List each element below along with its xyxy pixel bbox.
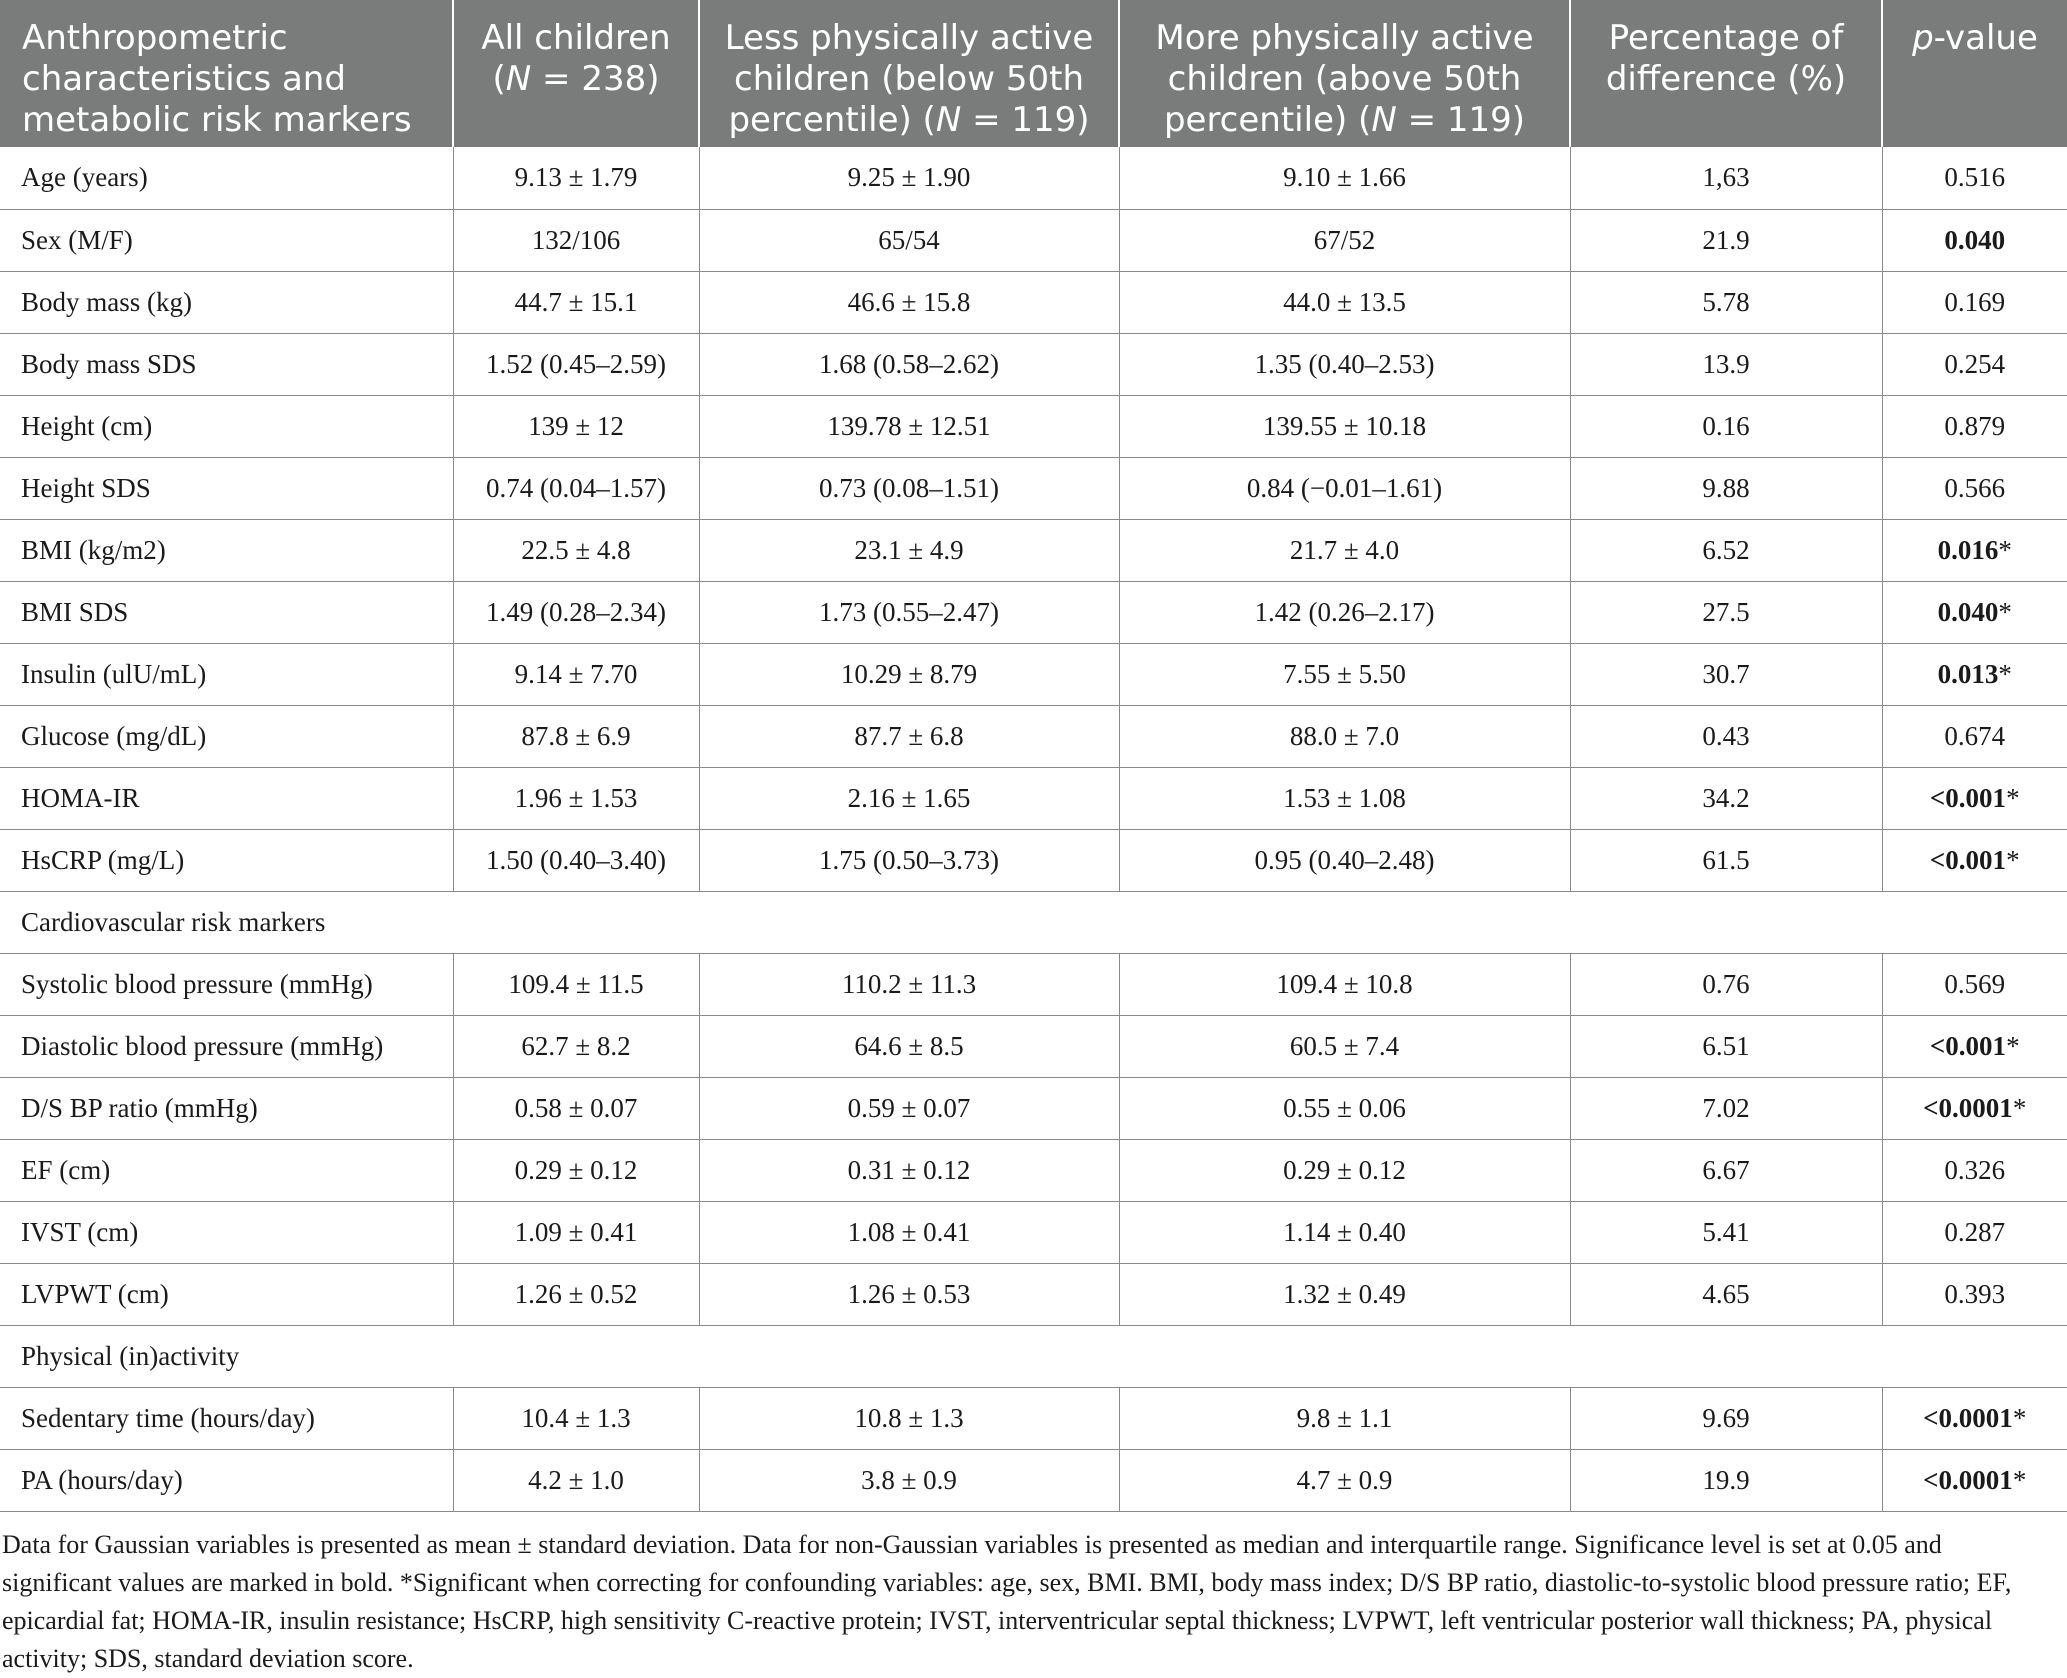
cell-more-active: 4.7 ± 0.9: [1119, 1449, 1570, 1511]
header-characteristics: Anthropometric characteristics and metabolic risk markers: [0, 0, 453, 147]
header-less-active: Less physically active children (below 50th percentile) (N = 119): [699, 0, 1119, 147]
table-row: [0, 1077, 2067, 1139]
cell-all-children: 109.4 ± 11.5: [453, 953, 699, 1015]
cell-more-active: 9.8 ± 1.1: [1119, 1387, 1570, 1449]
cell-less-active: 65/54: [699, 209, 1119, 271]
cell-all-children: 1.09 ± 0.41: [453, 1201, 699, 1263]
p-value-text: <0.0001: [1923, 1092, 2013, 1123]
cell-all-children: 0.74 (0.04–1.57): [453, 457, 699, 519]
cell-more-active: 1.14 ± 0.40: [1119, 1201, 1570, 1263]
row-label: Body mass (kg): [0, 271, 453, 333]
table-row: [0, 1263, 2067, 1325]
header-percentage-difference: Percentage of difference (%): [1570, 0, 1882, 147]
p-value-text: 0.566: [1944, 472, 2006, 503]
cell-percentage-difference: 6.52: [1570, 519, 1882, 581]
cell-p-value: [1882, 1449, 2067, 1511]
cell-less-active: 87.7 ± 6.8: [699, 705, 1119, 767]
cell-percentage-difference: 0.16: [1570, 395, 1882, 457]
cell-less-active: 9.25 ± 1.90: [699, 147, 1119, 209]
cell-all-children: 0.29 ± 0.12: [453, 1139, 699, 1201]
cell-p-value: [1882, 395, 2067, 457]
section-label: Cardiovascular risk markers: [0, 891, 2067, 953]
cell-all-children: 139 ± 12: [453, 395, 699, 457]
p-value-text: <0.0001: [1923, 1464, 2013, 1495]
table-row: [0, 1139, 2067, 1201]
row-label: Glucose (mg/dL): [0, 705, 453, 767]
cell-percentage-difference: 5.41: [1570, 1201, 1882, 1263]
cell-percentage-difference: 7.02: [1570, 1077, 1882, 1139]
table-row: [0, 705, 2067, 767]
table-row: [0, 829, 2067, 891]
table-row: [0, 1015, 2067, 1077]
cell-percentage-difference: 4.65: [1570, 1263, 1882, 1325]
cell-percentage-difference: 19.9: [1570, 1449, 1882, 1511]
significance-star: *: [2012, 1464, 2027, 1495]
cell-more-active: 109.4 ± 10.8: [1119, 953, 1570, 1015]
cell-more-active: 0.84 (−0.01–1.61): [1119, 457, 1570, 519]
cell-all-children: 1.96 ± 1.53: [453, 767, 699, 829]
p-value-text: 0.879: [1944, 410, 2006, 441]
table-row: [0, 1387, 2067, 1449]
cell-p-value: [1882, 953, 2067, 1015]
row-label: Height SDS: [0, 457, 453, 519]
cell-less-active: 0.59 ± 0.07: [699, 1077, 1119, 1139]
table-row: [0, 209, 2067, 271]
p-value-text: 0.569: [1944, 968, 2006, 999]
cell-p-value: [1882, 1015, 2067, 1077]
cell-more-active: 7.55 ± 5.50: [1119, 643, 1570, 705]
cell-p-value: [1882, 643, 2067, 705]
row-label: Systolic blood pressure (mmHg): [0, 953, 453, 1015]
row-label: Sedentary time (hours/day): [0, 1387, 453, 1449]
cell-percentage-difference: 30.7: [1570, 643, 1882, 705]
cell-percentage-difference: 5.78: [1570, 271, 1882, 333]
cell-percentage-difference: 0.43: [1570, 705, 1882, 767]
p-value-text: 0.326: [1944, 1154, 2006, 1185]
p-value-text: <0.0001: [1923, 1402, 2013, 1433]
cell-more-active: 60.5 ± 7.4: [1119, 1015, 1570, 1077]
cell-percentage-difference: 27.5: [1570, 581, 1882, 643]
row-label: EF (cm): [0, 1139, 453, 1201]
section-row: [0, 891, 2067, 953]
cell-p-value: [1882, 457, 2067, 519]
p-value-text: <0.001: [1929, 844, 2007, 875]
table-row: [0, 1449, 2067, 1511]
cell-p-value: [1882, 829, 2067, 891]
cell-all-children: 62.7 ± 8.2: [453, 1015, 699, 1077]
cell-more-active: 1.35 (0.40–2.53): [1119, 333, 1570, 395]
table-row: [0, 271, 2067, 333]
cell-less-active: 1.26 ± 0.53: [699, 1263, 1119, 1325]
significance-star: *: [1998, 534, 2012, 565]
p-value-text: 0.040: [1944, 224, 2006, 255]
cell-less-active: 46.6 ± 15.8: [699, 271, 1119, 333]
cell-percentage-difference: 6.51: [1570, 1015, 1882, 1077]
p-value-text: <0.001: [1929, 782, 2007, 813]
cell-p-value: [1882, 767, 2067, 829]
cell-less-active: 1.08 ± 0.41: [699, 1201, 1119, 1263]
cell-p-value: [1882, 1201, 2067, 1263]
cell-more-active: 0.29 ± 0.12: [1119, 1139, 1570, 1201]
row-label: Insulin (ulU/mL): [0, 643, 453, 705]
cell-less-active: 139.78 ± 12.51: [699, 395, 1119, 457]
p-value-text: 0.393: [1944, 1278, 2006, 1309]
cell-all-children: 87.8 ± 6.9: [453, 705, 699, 767]
p-value-text: 0.040: [1937, 596, 1999, 627]
header-more-active: More physically active children (above 50th percentile) (N = 119): [1119, 0, 1570, 147]
cell-less-active: 0.73 (0.08–1.51): [699, 457, 1119, 519]
table-row: [0, 457, 2067, 519]
row-label: D/S BP ratio (mmHg): [0, 1077, 453, 1139]
significance-star: *: [2006, 844, 2020, 875]
cell-p-value: [1882, 519, 2067, 581]
significance-star: *: [2012, 1402, 2027, 1433]
cell-less-active: 10.29 ± 8.79: [699, 643, 1119, 705]
table-row: [0, 953, 2067, 1015]
row-label: BMI SDS: [0, 581, 453, 643]
row-label: Body mass SDS: [0, 333, 453, 395]
cell-all-children: 44.7 ± 15.1: [453, 271, 699, 333]
cell-percentage-difference: 61.5: [1570, 829, 1882, 891]
cell-more-active: 0.55 ± 0.06: [1119, 1077, 1570, 1139]
cell-more-active: 1.53 ± 1.08: [1119, 767, 1570, 829]
cell-p-value: [1882, 333, 2067, 395]
cell-more-active: 67/52: [1119, 209, 1570, 271]
row-label: LVPWT (cm): [0, 1263, 453, 1325]
cell-less-active: 2.16 ± 1.65: [699, 767, 1119, 829]
cell-more-active: 1.42 (0.26–2.17): [1119, 581, 1570, 643]
cell-more-active: 0.95 (0.40–2.48): [1119, 829, 1570, 891]
table-row: [0, 581, 2067, 643]
table-row: [0, 147, 2067, 209]
header-row: [0, 0, 2067, 147]
cell-percentage-difference: 34.2: [1570, 767, 1882, 829]
row-label: IVST (cm): [0, 1201, 453, 1263]
cell-all-children: 1.52 (0.45–2.59): [453, 333, 699, 395]
row-label: Sex (M/F): [0, 209, 453, 271]
cell-p-value: [1882, 1263, 2067, 1325]
significance-star: *: [1998, 596, 2012, 627]
table-row: [0, 643, 2067, 705]
table-row: [0, 395, 2067, 457]
cell-p-value: [1882, 1077, 2067, 1139]
cell-all-children: 9.13 ± 1.79: [453, 147, 699, 209]
cell-p-value: [1882, 1139, 2067, 1201]
cell-p-value: [1882, 209, 2067, 271]
cell-p-value: [1882, 705, 2067, 767]
cell-less-active: 10.8 ± 1.3: [699, 1387, 1119, 1449]
p-value-text: 0.169: [1944, 286, 2006, 317]
p-value-text: 0.013: [1937, 658, 1999, 689]
cell-percentage-difference: 21.9: [1570, 209, 1882, 271]
cell-less-active: 23.1 ± 4.9: [699, 519, 1119, 581]
table-row: [0, 333, 2067, 395]
p-value-text: 0.016: [1937, 534, 1999, 565]
cell-percentage-difference: 1,63: [1570, 147, 1882, 209]
table-row: [0, 519, 2067, 581]
significance-star: *: [1998, 658, 2012, 689]
cell-percentage-difference: 9.88: [1570, 457, 1882, 519]
cell-less-active: 3.8 ± 0.9: [699, 1449, 1119, 1511]
cell-percentage-difference: 0.76: [1570, 953, 1882, 1015]
significance-star: *: [2012, 1092, 2027, 1123]
significance-star: *: [2006, 782, 2020, 813]
cell-percentage-difference: 6.67: [1570, 1139, 1882, 1201]
significance-star: *: [2006, 1030, 2020, 1061]
cell-more-active: 88.0 ± 7.0: [1119, 705, 1570, 767]
cell-percentage-difference: 13.9: [1570, 333, 1882, 395]
cell-all-children: 132/106: [453, 209, 699, 271]
cell-more-active: 139.55 ± 10.18: [1119, 395, 1570, 457]
p-value-text: 0.287: [1944, 1216, 2006, 1247]
section-row: [0, 1325, 2067, 1387]
section-label: Physical (in)activity: [0, 1325, 2067, 1387]
cell-all-children: 1.50 (0.40–3.40): [453, 829, 699, 891]
header-p-value: p-value: [1882, 0, 2067, 147]
cell-all-children: 10.4 ± 1.3: [453, 1387, 699, 1449]
table-row: [0, 767, 2067, 829]
row-label: BMI (kg/m2): [0, 519, 453, 581]
cell-all-children: 1.26 ± 0.52: [453, 1263, 699, 1325]
cell-less-active: 110.2 ± 11.3: [699, 953, 1119, 1015]
p-value-text: 0.674: [1944, 720, 2006, 751]
header-all-children: All children (N = 238): [453, 0, 699, 147]
row-label: HOMA-IR: [0, 767, 453, 829]
row-label: Height (cm): [0, 395, 453, 457]
cell-all-children: 4.2 ± 1.0: [453, 1449, 699, 1511]
row-label: Age (years): [0, 147, 453, 209]
row-label: PA (hours/day): [0, 1449, 453, 1511]
p-value-text: <0.001: [1929, 1030, 2007, 1061]
cell-less-active: 1.75 (0.50–3.73): [699, 829, 1119, 891]
cell-less-active: 64.6 ± 8.5: [699, 1015, 1119, 1077]
cell-percentage-difference: 9.69: [1570, 1387, 1882, 1449]
cell-less-active: 1.68 (0.58–2.62): [699, 333, 1119, 395]
row-label: Diastolic blood pressure (mmHg): [0, 1015, 453, 1077]
cell-less-active: 0.31 ± 0.12: [699, 1139, 1119, 1201]
cell-all-children: 9.14 ± 7.70: [453, 643, 699, 705]
table-body: [0, 147, 2067, 1511]
p-value-text: 0.516: [1944, 162, 2006, 193]
cell-more-active: 44.0 ± 13.5: [1119, 271, 1570, 333]
p-value-text: 0.254: [1944, 348, 2006, 379]
cell-all-children: 22.5 ± 4.8: [453, 519, 699, 581]
cell-more-active: 1.32 ± 0.49: [1119, 1263, 1570, 1325]
cell-p-value: [1882, 581, 2067, 643]
cell-all-children: 1.49 (0.28–2.34): [453, 581, 699, 643]
table-footnote: Data for Gaussian variables is presented as mean ± standard deviation. Data for non-Gaussian variables is presented as median and interquartile range. Significance level is set at 0.05 and significant values are marked in bold. *Significant when correcting for confounding variables: age, sex, BMI. BMI, body mass index; D/S BP ratio, diastolic-to-systolic blood pressure ratio; EF, epicardial fat; HOMA-IR, insulin resistance; HsCRP, high sensitivity C-reactive protein; IVST, interventricular septal thickness; LVPWT, left ventricular posterior wall thickness; PA, physical activity; SDS, standard deviation score.: [2, 1530, 2012, 1673]
table-row: [0, 1201, 2067, 1263]
cell-p-value: [1882, 147, 2067, 209]
cell-all-children: 0.58 ± 0.07: [453, 1077, 699, 1139]
cell-more-active: 9.10 ± 1.66: [1119, 147, 1570, 209]
cell-p-value: [1882, 1387, 2067, 1449]
cell-p-value: [1882, 271, 2067, 333]
row-label: HsCRP (mg/L): [0, 829, 453, 891]
cell-less-active: 1.73 (0.55–2.47): [699, 581, 1119, 643]
cell-more-active: 21.7 ± 4.0: [1119, 519, 1570, 581]
